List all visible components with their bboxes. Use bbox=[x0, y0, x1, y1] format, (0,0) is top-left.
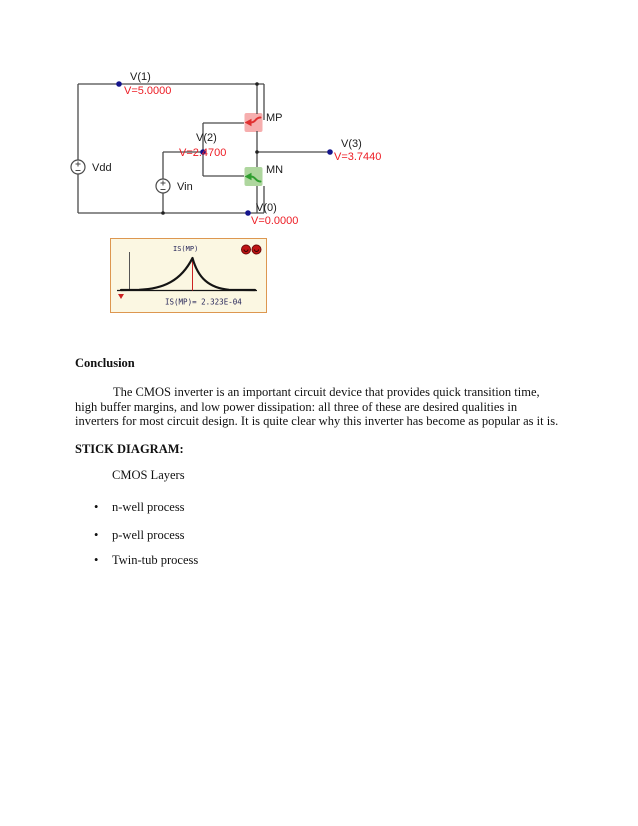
node-v3-dot bbox=[327, 149, 333, 155]
vin-source-symbol bbox=[156, 179, 170, 193]
nmos-label: MN bbox=[266, 164, 284, 176]
node-v1-value: V=5.0000 bbox=[124, 85, 172, 97]
bullet-icon: • bbox=[94, 553, 99, 567]
node-v3-label: V(3) bbox=[341, 138, 362, 150]
plot-control-buttons bbox=[242, 245, 262, 254]
vin-label: Vin bbox=[177, 181, 193, 193]
node-v1-dot bbox=[116, 81, 122, 87]
plot-readout: IS(MP)= 2.323E-04 bbox=[165, 297, 242, 307]
list-item-label: p-well process bbox=[112, 528, 185, 542]
node-v2-value: V=2.4700 bbox=[179, 147, 227, 159]
plot-title: IS(MP) bbox=[173, 245, 199, 253]
node-v2-label: V(2) bbox=[196, 132, 217, 144]
conclusion-heading: Conclusion bbox=[75, 356, 135, 370]
node-v3-value: V=3.7440 bbox=[334, 151, 382, 163]
list-item-label: n-well process bbox=[112, 500, 185, 514]
is-mp-plot bbox=[111, 239, 265, 311]
node-v0-value: V=0.0000 bbox=[251, 215, 299, 227]
conclusion-paragraph: The CMOS inverter is an important circuit device that provides quick transition time, high buffer margins, and low power dissipation: all three of these are desired qualities in inverters for most circuit design. It is quite clear why this inverter has become as popular as it is. bbox=[75, 385, 559, 429]
list-item-label: Twin-tub process bbox=[112, 553, 199, 567]
plot-control-button-left[interactable] bbox=[242, 245, 251, 254]
list-item bbox=[94, 500, 185, 515]
cmos-inverter-schematic bbox=[0, 0, 420, 235]
cmos-layers-subheading: CMOS Layers bbox=[112, 468, 185, 482]
stick-diagram-heading: STICK DIAGRAM: bbox=[75, 442, 184, 456]
list-item bbox=[94, 553, 198, 568]
plot-control-button-right[interactable] bbox=[252, 245, 261, 254]
cursor-marker-icon[interactable] bbox=[118, 294, 124, 299]
node-v0-label: V(0) bbox=[256, 202, 277, 214]
vdd-label: Vdd bbox=[92, 162, 112, 174]
is-mp-curve bbox=[121, 258, 255, 290]
list-item bbox=[94, 528, 185, 543]
node-v0-dot bbox=[245, 210, 251, 216]
probe-plot-window bbox=[110, 238, 267, 313]
vdd-source-symbol bbox=[71, 160, 85, 174]
bullet-icon: • bbox=[94, 500, 99, 514]
node-v1-label: V(1) bbox=[130, 71, 151, 83]
bullet-icon: • bbox=[94, 528, 99, 542]
pmos-label: MP bbox=[266, 112, 283, 124]
